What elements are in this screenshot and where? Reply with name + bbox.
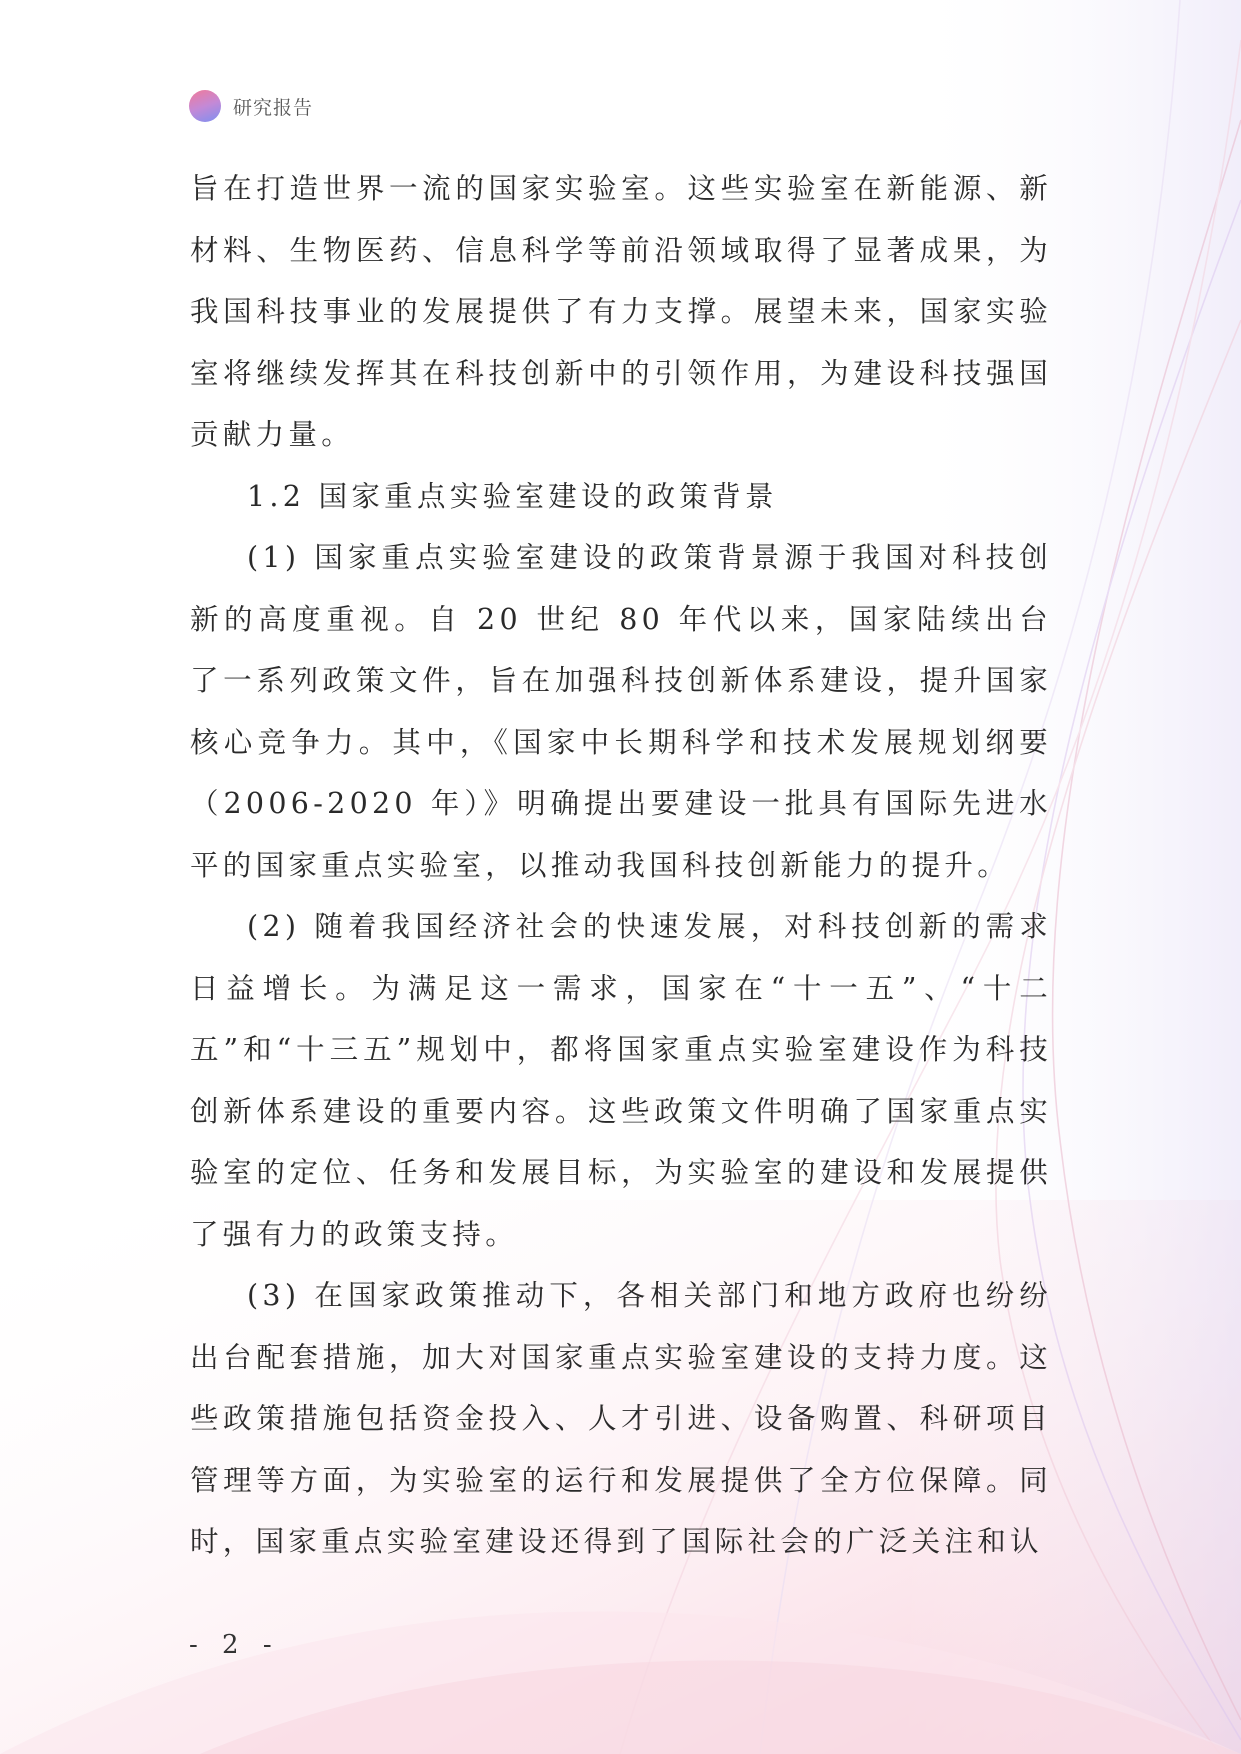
document-body — [190, 158, 1052, 1573]
paragraph-item-3: (3) 在国家政策推动下，各相关部门和地方政府也纷纷出台配套措施，加大对国家重点实验室建设的支持力度。这些政策措施包括资金投入、人才引进、设备购置、科研项目管理等方面，为实验室的运行和发展提供了全方位保障。同时，国家重点实验室建设还得到了国际社会的广泛关注和认 — [190, 1279, 1052, 1558]
section-heading: 1.2 国家重点实验室建设的政策背景 — [247, 479, 778, 513]
report-logo-icon — [189, 90, 221, 122]
paragraph-continuation: 旨在打造世界一流的国家实验室。这些实验室在新能源、新材料、生物医药、信息科学等前沿领域取得了显著成果，为我国科技事业的发展提供了有力支撑。展望未来，国家实验室将继续发挥其在科技创新中的引领作用，为建设科技强国贡献力量。 — [190, 172, 1052, 451]
paragraph-item-1: (1) 国家重点实验室建设的政策背景源于我国对科技创新的高度重视。自 20 世纪 80 年代以来，国家陆续出台了一系列政策文件，旨在加强科技创新体系建设，提升国家核心竞争力。其中，《国家中长期科学和技术发展规划纲要（2006-2020 年）》明确提出要建设一批具有国际先进水平的国家重点实验室，以推动我国科技创新能力的提升。 — [190, 541, 1052, 882]
report-header — [189, 88, 313, 124]
page-number: - 2 - — [189, 1630, 280, 1660]
header-label: 研究报告 — [233, 96, 314, 119]
paragraph-item-2: (2) 随着我国经济社会的快速发展，对科技创新的需求日益增长。为满足这一需求，国家在“十一五”、“十二五”和“十三五”规划中，都将国家重点实验室建设作为科技创新体系建设的重要内容。这些政策文件明确了国家重点实验室的定位、任务和发展目标，为实验室的建设和发展提供了强有力的政策支持。 — [190, 910, 1052, 1251]
